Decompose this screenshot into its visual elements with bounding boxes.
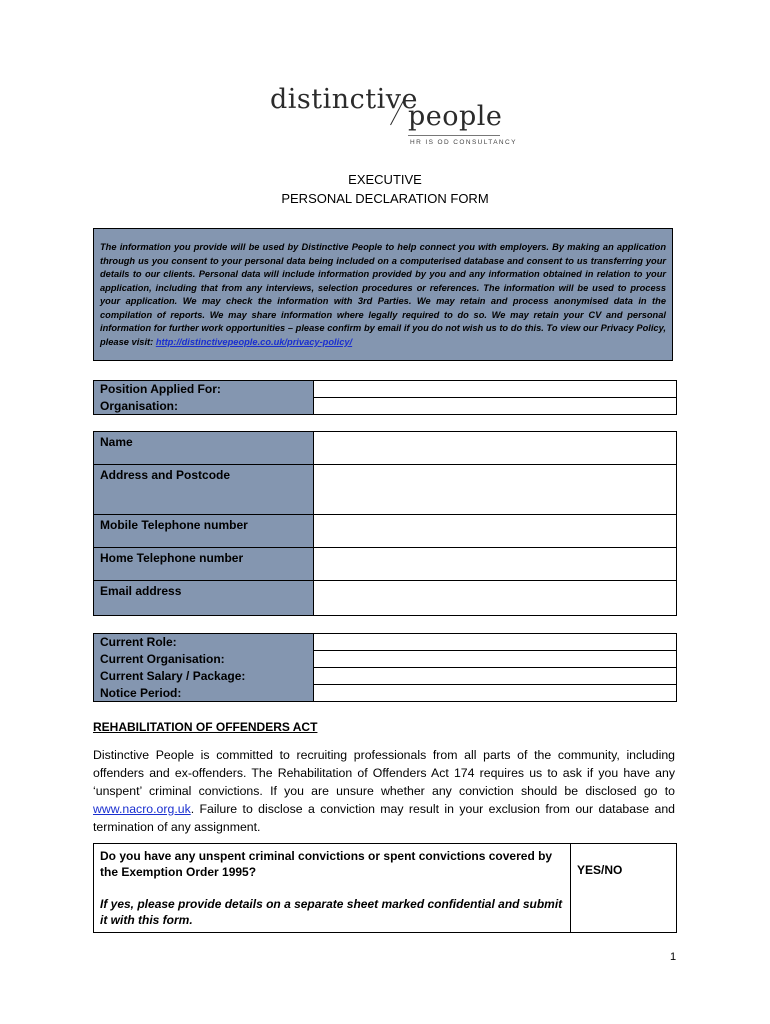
email-field[interactable]	[314, 581, 677, 616]
table-row	[94, 465, 677, 515]
form-title-line2: PERSONAL DECLARATION FORM	[281, 191, 489, 206]
rehabilitation-text-end: . Failure to disclose a conviction may result in your exclusion from our database and termination of any assignment.	[93, 802, 675, 834]
nacro-link[interactable]: www.nacro.org.uk	[93, 802, 191, 816]
notice-period-label: Notice Period:	[94, 685, 314, 702]
table-row	[94, 515, 677, 548]
form-title-line1: EXECUTIVE	[348, 172, 422, 187]
personal-details-table	[93, 431, 677, 616]
position-applied-label: Position Applied For:	[94, 381, 314, 398]
rehabilitation-heading: REHABILITATION OF OFFENDERS ACT	[93, 720, 318, 734]
current-salary-label: Current Salary / Package:	[94, 668, 314, 685]
name-label: Name	[94, 432, 314, 465]
convictions-note: If yes, please provide details on a separate sheet marked confidential and submit it with this form.	[100, 897, 563, 927]
table-row	[94, 432, 677, 465]
current-role-field[interactable]	[314, 634, 677, 651]
home-phone-field[interactable]	[314, 548, 677, 581]
address-label: Address and Postcode	[94, 465, 314, 515]
table-row	[94, 668, 677, 685]
logo-divider	[408, 135, 500, 136]
current-employment-table	[93, 633, 677, 702]
logo-word-distinctive: distinctive	[270, 84, 418, 115]
address-field[interactable]	[314, 465, 677, 515]
company-logo	[270, 84, 517, 152]
table-row	[94, 381, 677, 398]
privacy-notice-text: The information you provide will be used by Distinctive People to help connect you with employers. By making an application through us you consent to your personal data being included on a computerised database and consent to us transferring your details to our clients. Personal data will include information provided by you and any information obtained in relation to your application, including that from any interviews, selection procedures or references. The information will be used to process your application. We may check the information with 3rd Parties. We may retain and process anonymised data in the compilation of reports. We may share information where legally required to do so. We may retain your CV and personal information for further work opportunities – please confirm by email if you do not wish us to do this. To view our Privacy Policy, please visit:	[100, 242, 666, 347]
rehabilitation-paragraph	[93, 746, 675, 836]
organisation-field[interactable]	[314, 398, 677, 415]
table-row	[94, 844, 677, 933]
table-row	[94, 685, 677, 702]
privacy-policy-link[interactable]: http://distinctivepeople.co.uk/privacy-policy/	[155, 336, 353, 347]
position-applied-field[interactable]	[314, 381, 677, 398]
mobile-phone-label: Mobile Telephone number	[94, 515, 314, 548]
yes-no-answer[interactable]: YES/NO	[571, 844, 677, 933]
rehabilitation-text: Distinctive People is committed to recruiting professionals from all parts of the community, including offenders and ex-offenders. The Rehabilitation of Offenders Act 174 requires us to ask if you have any ‘unspent’ criminal convictions. If you are unsure whether any conviction should be disclosed go to	[93, 748, 675, 798]
mobile-phone-field[interactable]	[314, 515, 677, 548]
privacy-notice	[93, 228, 673, 361]
notice-period-field[interactable]	[314, 685, 677, 702]
email-label: Email address	[94, 581, 314, 616]
current-organisation-field[interactable]	[314, 651, 677, 668]
home-phone-label: Home Telephone number	[94, 548, 314, 581]
table-row	[94, 398, 677, 415]
table-row	[94, 548, 677, 581]
name-field[interactable]	[314, 432, 677, 465]
logo-word-people: people	[408, 101, 503, 132]
table-row	[94, 634, 677, 651]
current-salary-field[interactable]	[314, 668, 677, 685]
position-table	[93, 380, 677, 415]
organisation-label: Organisation:	[94, 398, 314, 415]
current-organisation-label: Current Organisation:	[94, 651, 314, 668]
page-number: 1	[670, 951, 677, 963]
table-row	[94, 581, 677, 616]
convictions-question: Do you have any unspent criminal convictions or spent convictions covered by the Exemption Order 1995?	[100, 849, 553, 879]
table-row	[94, 651, 677, 668]
current-role-label: Current Role:	[94, 634, 314, 651]
convictions-question-cell	[94, 844, 571, 933]
logo-tagline: HR IS OD CONSULTANCY	[410, 139, 517, 146]
convictions-table	[93, 843, 677, 933]
